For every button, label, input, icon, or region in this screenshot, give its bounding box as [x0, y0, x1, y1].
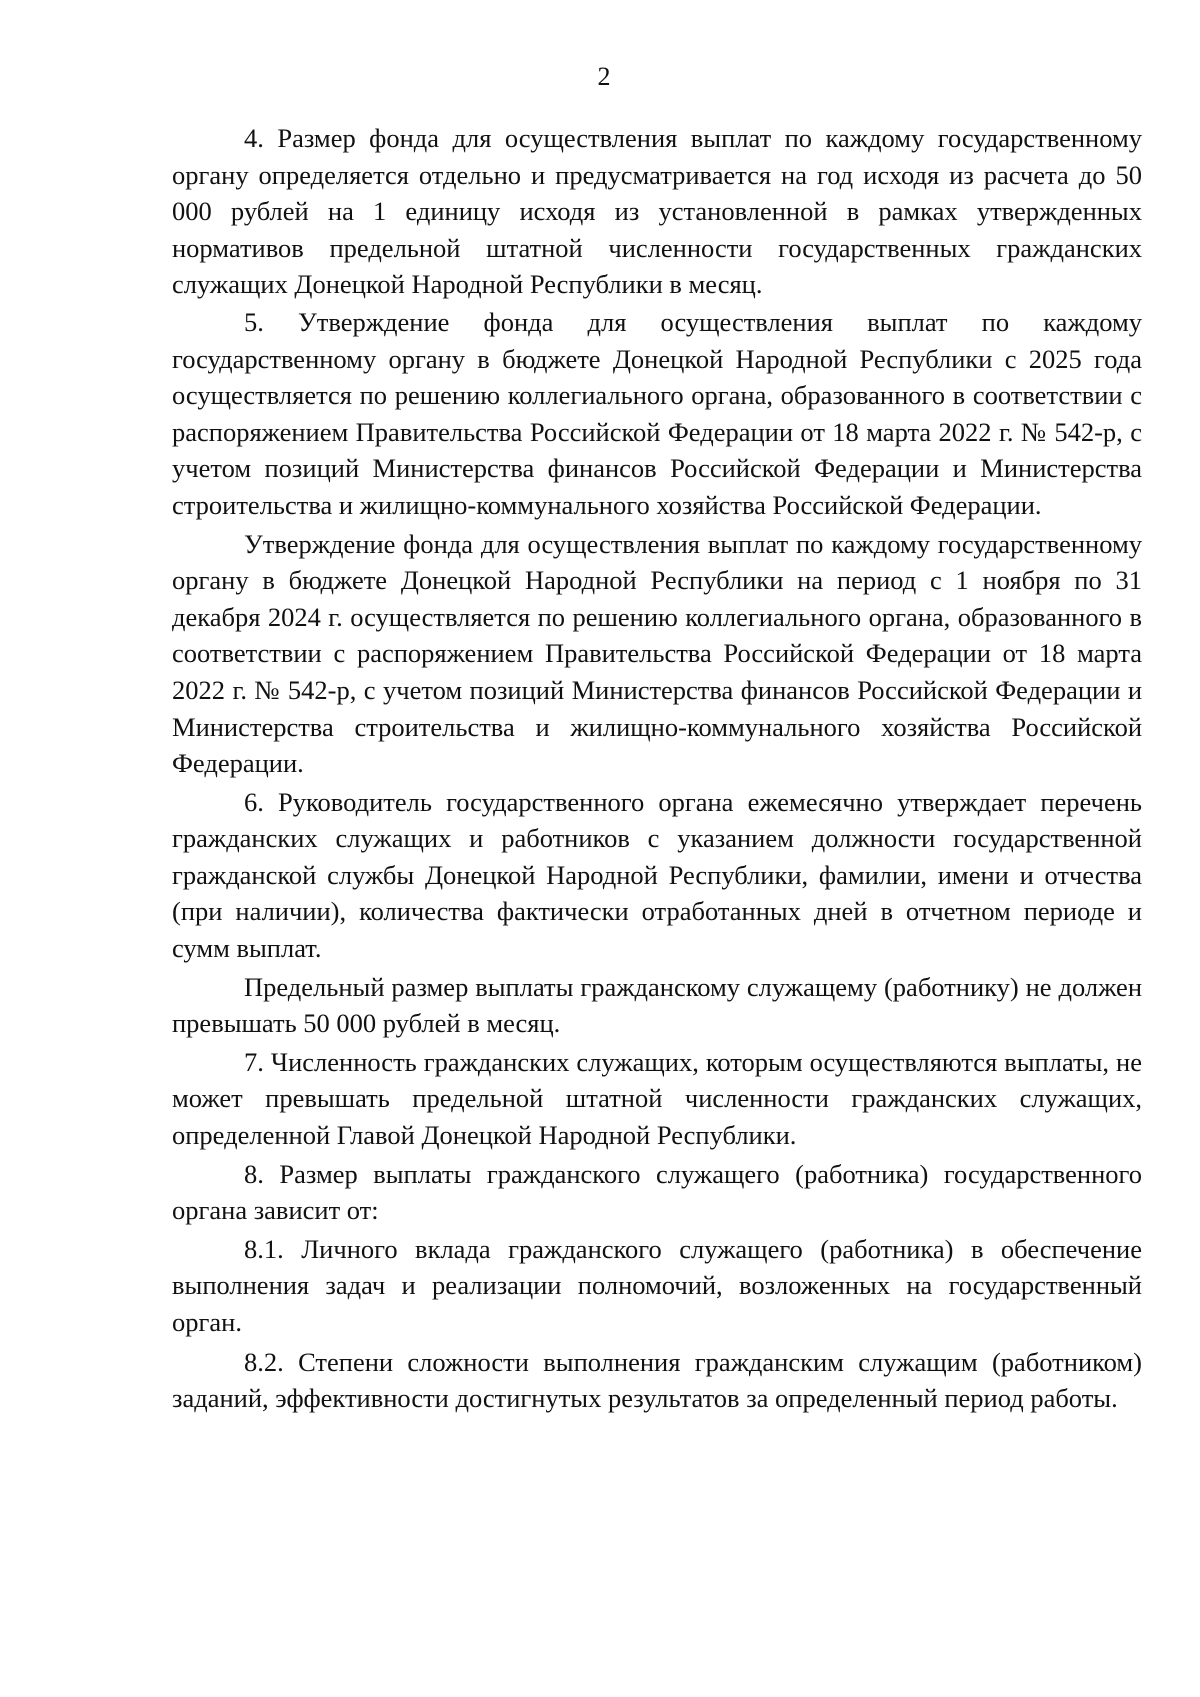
- paragraph-item-4: 4. Размер фонда для осуществления выплат по каждому государственному органу определяется отдельно и предусматривается на год исходя из расчета до 50 000 рублей на 1 единицу исходя из установленной в рамках утвержденных нормативов предельной штатной численности государственных гражданских служащих Донецкой Народной Республики в месяц.: [172, 123, 1142, 300]
- document-body: [172, 120, 1142, 1417]
- page-number: 2: [597, 62, 611, 91]
- paragraph-item-8-1: 8.1. Личного вклада гражданского служащего (работника) в обеспечение выполнения задач и реализации полномочий, возложенных на государственный орган.: [172, 1233, 1142, 1337]
- paragraph-item-5-continuation: Утверждение фонда для осуществления выплат по каждому государственному органу в бюджете Донецкой Народной Республики на период с 1 ноября по 31 декабря 2024 г. осуществляется по решению коллегиального органа, образованного в соответствии с распоряжением Правительства Российской Федерации от 18 марта 2022 г. № 542-р, с учетом позиций Министерства финансов Российской Федерации и Министерства строительства и жилищно-коммунального хозяйства Российской Федерации.: [172, 528, 1142, 779]
- paragraph-item-7: 7. Численность гражданских служащих, которым осуществляются выплаты, не может превышать предельной штатной численности гражданских служащих, определенной Главой Донецкой Народной Республики.: [172, 1046, 1142, 1151]
- paragraph-item-8: 8. Размер выплаты гражданского служащего (работника) государственного органа зависит от:: [172, 1158, 1142, 1226]
- paragraph-item-8-2: 8.2. Степени сложности выполнения гражданским служащим (работником) заданий, эффективности достигнутых результатов за определенный период работы.: [172, 1346, 1142, 1414]
- paragraph-item-6: 6. Руководитель государственного органа ежемесячно утверждает перечень гражданских служащих и работников с указанием должности государственной гражданской службы Донецкой Народной Республики, фамилии, имени и отчества (при наличии), количества фактически отработанных дней в отчетном периоде и сумм выплат.: [172, 786, 1142, 964]
- paragraph-item-6-payment-limit: Предельный размер выплаты гражданскому служащему (работнику) не должен превышать 50 000 рублей в месяц.: [172, 971, 1142, 1039]
- paragraph-item-5: 5. Утверждение фонда для осуществления выплат по каждому государственному органу в бюджете Донецкой Народной Республики с 2025 года осуществляется по решению коллегиального органа, образованного в соответствии с распоряжением Правительства Российской Федерации от 18 марта 2022 г. № 542-р, с учетом позиций Министерства финансов Российской Федерации и Министерства строительства и жилищно-коммунального хозяйства Российской Федерации.: [172, 306, 1142, 520]
